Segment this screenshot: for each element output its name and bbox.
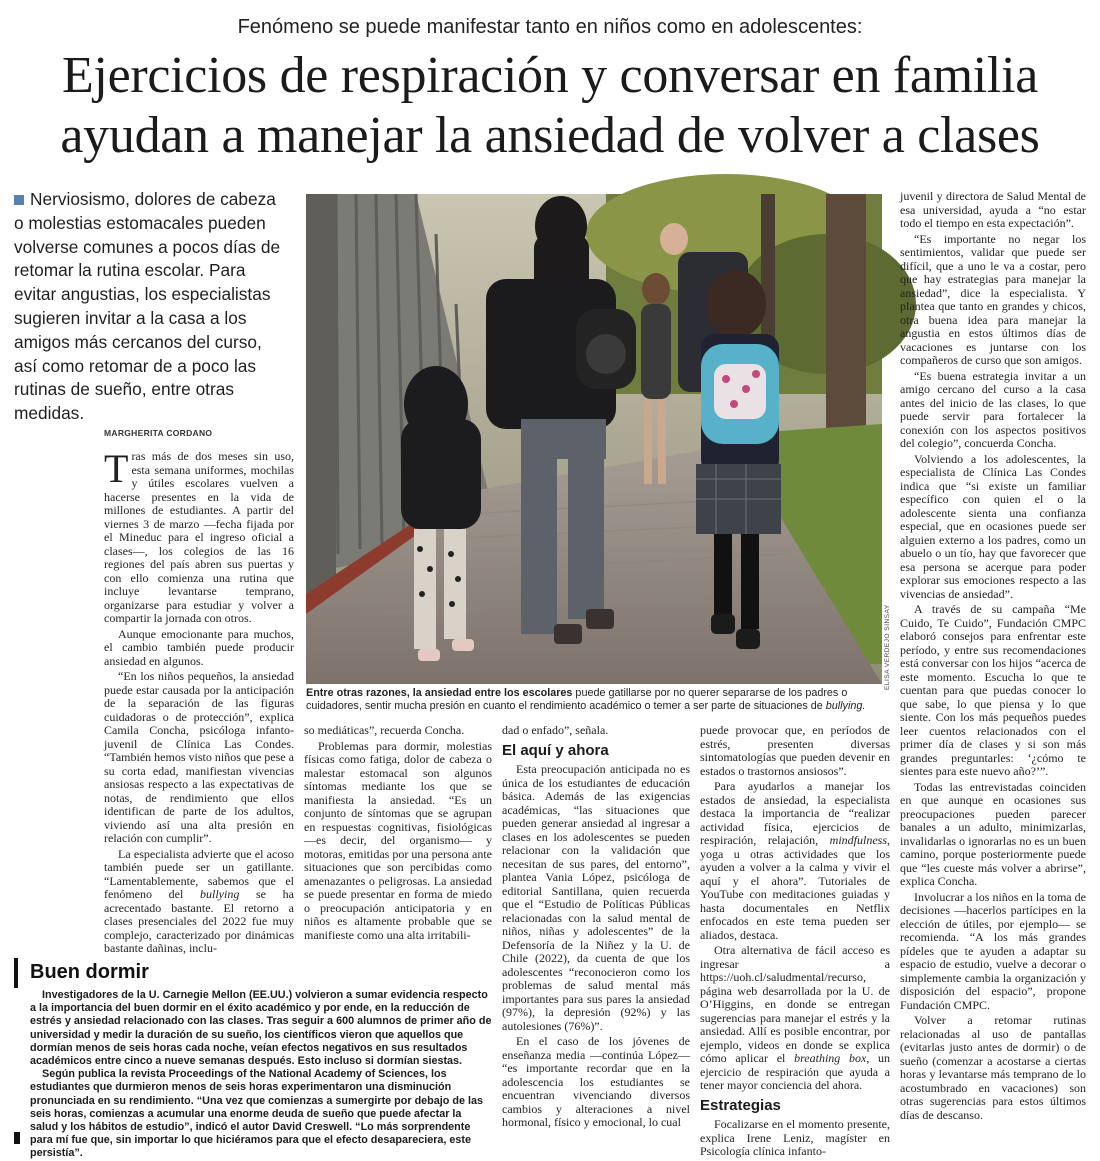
box-title-rule [14,958,18,988]
col1-paragraph-2: Aunque emocionante para muchos, el cambio también puede producir ansiedad en algunos. [104,626,294,668]
col4-p2-text: Para ayudarlos a manejar los estados de ansiedad, la especialista destaca la importancia de “realizar actividad física, ejercicios de respiración, relajación, [700,779,890,847]
col5-paragraph-6: Todas las entrevistadas coinciden en que aunque en ocasiones sus preocupaciones pueden parecer banales a un adulto, minimizarlas, invalidarlas o ignorarlas no es un buen camino, porque posteriormente puede que “les cueste más volver a abrirse”, explica Concha. [900,779,1086,888]
col1-p4-italic: bullying [200,887,240,901]
byline: MARGHERITA CORDANO [104,428,213,438]
column-1 [104,446,294,955]
column-5 [900,190,1086,1148]
box-title: Buen dormir [30,961,149,983]
col5-paragraph-1: juvenil y directora de Salud Mental de esa universidad, ayuda a “no estar todo el tiempo en esta expectación”. [900,189,1086,230]
col2-paragraph-2: Problemas para dormir, molestias físicas como fatiga, dolor de cabeza o malestar estomacal son algunos síntomas mediante los que se manifiesta la ansiedad. “Es un conjunto de síntomas que se agrupan en respuestas cognitivas, fisiológicas —es decir, del organismo— y motoras, emitidas por una persona ante situaciones que son percibidas como amenazantes o peligrosas. La ansiedad se puede presentar en forma de miedo o preocupación anticipatoria y en niños es altamente probable que se manifieste como una alta irritabili- [304,738,492,942]
col5-paragraph-3: “Es buena estrategia invitar a un amigo cercano del curso a la casa antes del inicio de las clases, lo que puede servir para fortalecer la conexión con los aspectos positivos del colegio”, concuerda Concha. [900,368,1086,450]
column-3 [502,724,690,1146]
col4-p3-italic: breathing box [794,1051,867,1065]
col5-paragraph-7: Involucrar a los niños en la toma de decisiones —hacerlos partícipes en la elección de útiles, por ejemplo— se recomienda. “A los más grandes pídeles que te ayuden a adaptar su espacio de estudio, vuelve a decorar o simplemente cambia la organización y disposición del espacio”, propone Fundación CMPC. [900,889,1086,1012]
col4-paragraph-3 [700,944,890,1093]
col3-paragraph-1: dad o enfado”, señala. [502,723,609,737]
lead-paragraph [14,188,286,426]
photo-caption [306,687,894,713]
col4-paragraph-2 [700,780,890,942]
caption-italic: bullying. [825,700,866,712]
col4-paragraph-1: puede provocar que, en períodos de estrés, presenten diversas sintomatologías que pueden devenir en estados o trastornos ansiosos”. [700,723,890,778]
col4-p3-end: , un ejercicio de respiración que ayuda a tener mayor conciencia del ahora. [700,1051,891,1092]
col5-paragraph-5: A través de su campaña “Me Cuido, Te Cuido”, Fundación CMPC elaboró consejos para enfrentar este período, y entre sus recomendaciones está conversar con los hijos “acerca de este momento. Escucha lo que te cuentan para que puedas conocer lo que sabe, lo que piensa y lo que siente. Con los más pequeños puedes leer cuentos relacionados con el primer día de clases y si son más grandes preguntarles: ‘¿cómo te sientes para este nuevo año?’”. [900,602,1086,778]
col1-p1-text: ras más de dos meses sin uso, esta semana uniformes, mochilas y útiles escolares vuelven a hacerse presentes en la vida de millones de estudiantes. A partir del viernes 3 de marzo —fecha fijada por el Mineduc para el ingreso oficial a clases—, los colegios de las 16 regiones del país abren sus puertas y con ello comienza una rutina que incluye levantarse temprano, organizarse para estudiar y volver a compartir la jornada con otros. [104,449,294,625]
col5-paragraph-8: Volver a retomar rutinas relacionadas al uso de pantallas (evitarlas justo antes de dormir) o de sueño (comenzar a acostarse a ciertas horas y levantarse más temprano de lo acostumbrado en vacaciones) son otras sugerencias para estos últimos días de descanso. [900,1013,1086,1122]
box-paragraph-1: Investigadores de la U. Carnegie Mellon (EE.UU.) volvieron a sumar evidencia respecto a la importancia del buen dormir en el éxito académico y por ende, en la reducción de estrés y ansiedad relacionado con las clases. Tras seguir a 600 alumnos de primer año de universidad y medir la duración de su sueño, los científicos vieron que aquellos que dormían menos de seis horas cada noche, veían efectos negativos en sus resultados académicos entre cinco a nueve semanas después. Esto incluso si dormían siestas. [30,989,492,1068]
col4-p2-italic: mindfulness [829,833,887,847]
kicker: Fenómeno se puede manifestar tanto en niños como en adolescentes: [237,16,863,38]
drop-cap: T [104,446,129,491]
lead-text: Nerviosismo, dolores de cabeza o molestias estomacales pueden volverse comunes a pocos días de retomar la rutina escolar. Para evitar angustias, los especialistas sugieren invitar a la casa a los amigos más cercanos del curso, así como retomar de a poco las rutinas de sueño, entre otras medidas. [14,189,281,424]
col1-p4-end: se ha acrecentado bastante. El retorno a clases presenciales del 2022 fue muy complejo, caracterizado por dinámicas bastante dañinas, inclu- [104,887,294,955]
col5-paragraph-2: “Es importante no negar los sentimientos, validar que puede ser difícil, que a uno le va a costar, pero que hay estrategias para manejar la ansiedad”, dice la especialista. Y plantea que tanto en grandes y chicos, otra buena idea para manejar la angustia en estos últimos días de vacaciones es juntarse con los compañeros de curso que son amigos. [900,231,1086,367]
article-photo [306,194,882,684]
col3-paragraph-2: Esta preocupación anticipada no es única de los estudiantes de educación básica. Además de las exigencias académicas, “las situaciones que pueden generar ansiedad al ingresar a clases en los adolescentes se pueden relacionar con la validación que necesitan de sus pares, del entorno”, plantea Vania López, psicóloga de editorial Santillana, quien recuerda que el “Estudio de Políticas Públicas relacionadas con la salud mental de niños, niñas y adolescentes” de la Defensoría de la Niñez y la U. de Chile (2022), da cuenta de que los adolescentes “reconocieron como los problemas de salud mental más importantes para sus pares la ansiedad (97%), la depresión (92%) y las autolesiones (76%)”. [502,762,690,1033]
col1-paragraph-1 [104,446,294,626]
col1-p4-text: La especialista advierte que el acoso también puede ser un gatillante. “Lamentablemente, sabemos que el fenómeno del [104,846,294,901]
headline [10,46,1090,166]
col2-paragraph-1: so mediáticas”, recuerda Concha. [304,723,465,737]
col1-paragraph-3: “En los niños pequeños, la ansiedad puede estar causada por la anticipación de la separación de las figuras cuidadoras o de protección”, explica Camila Concha, psicóloga infanto-juvenil de Clínica Las Condes. “También hemos visto niños que pese a su corta edad, manifiestan vivencias ansiosas respecto a las expectativas de notas, de rendimiento que ellos identifican de parte de los adultos, viviendo así una alta presión en relación con cumplir”. [104,669,294,845]
photo-credit: ELISA VERDEJO SINSAY [884,604,891,690]
col4-p3-text: Otra alternativa de fácil acceso es ingresar a https://uoh.cl/saludmental/recurso, página web desarrollada por la U. de O’Higgins, en donde se entregan sugerencias para manejar el estrés y la ansiedad. Allí es posible encontrar, por ejemplo, videos en donde se explica cómo aplicar el [700,943,890,1065]
col5-paragraph-4: Volviendo a los adolescentes, la especialista de Clínica Las Condes indica que “si existe un familiar específico con quien el o la adolescente sienta una confianza especial, que en ocasiones puede ser alguien externo a los padres, como un abuelo o un tío, hay que favorecer que esa persona se acerque para poder explorar sus emociones respecto a las vivencias de ansiedad”. [900,451,1086,601]
photo-illustration [306,194,882,684]
box-paragraph-2: Según publica la revista Proceedings of the National Academy of Sciences, los estudiantes que durmieron menos de seis horas experimentaron una disminución pronunciada en su rendimiento. “Una vez que comienzas a sumergirte por debajo de las seis horas, comienzas a acumular una enorme deuda de sueño que puede afectar la salud y los hábitos de estudio”, indicó el autor David Creswell. “Lo más sorprendente para mí fue que, sin importar lo que hiciéramos para que el efecto desapareciera, este persistía”. [30,1068,483,1160]
col1-paragraph-4 [104,848,294,956]
col4-p2-end: , yoga u otras actividades que los ayuden a volver a la calma y vivir el aquí y el ahora”. Tutoriales de YouTube con meditaciones guiadas y hasta documentales en Netflix enfocados en este tema pueden ser aliados, destaca. [700,833,890,942]
subhead-estrategias: Estrategias [700,1096,781,1114]
column-4 [700,723,891,1158]
caption-bold: Entre otras razones, la ansiedad entre los escolares [306,687,573,699]
col4-paragraph-4: Focalizarse en el momento presente, explica Irene Leniz, magíster en Psicología clínica infanto- [700,1117,890,1158]
column-2 [304,724,492,956]
headline-line-1: Ejercicios de respiración y conversar en familia [61,47,1039,104]
subhead-aqui-y-ahora: El aquí y ahora [502,741,609,759]
caption-text: puede gatillarse por no querer separarse de los padres o cuidadores, sentir mucha presión en cuanto el rendimiento académico o temer a ser parte de situaciones de [306,687,848,712]
lead-bullet-icon [14,195,24,205]
end-marker [14,1132,20,1144]
box-body [30,989,492,1161]
headline-line-2: ayudan a manejar la ansiedad de volver a clases [60,107,1040,164]
col3-paragraph-3: En el caso de los jóvenes de enseñanza media —continúa López— “es importante recordar que en la adolescencia los estudiantes se encuentran vivenciando diversos cambios y alteraciones a nivel hormonal, físico y emocional, lo cual [502,1034,690,1129]
